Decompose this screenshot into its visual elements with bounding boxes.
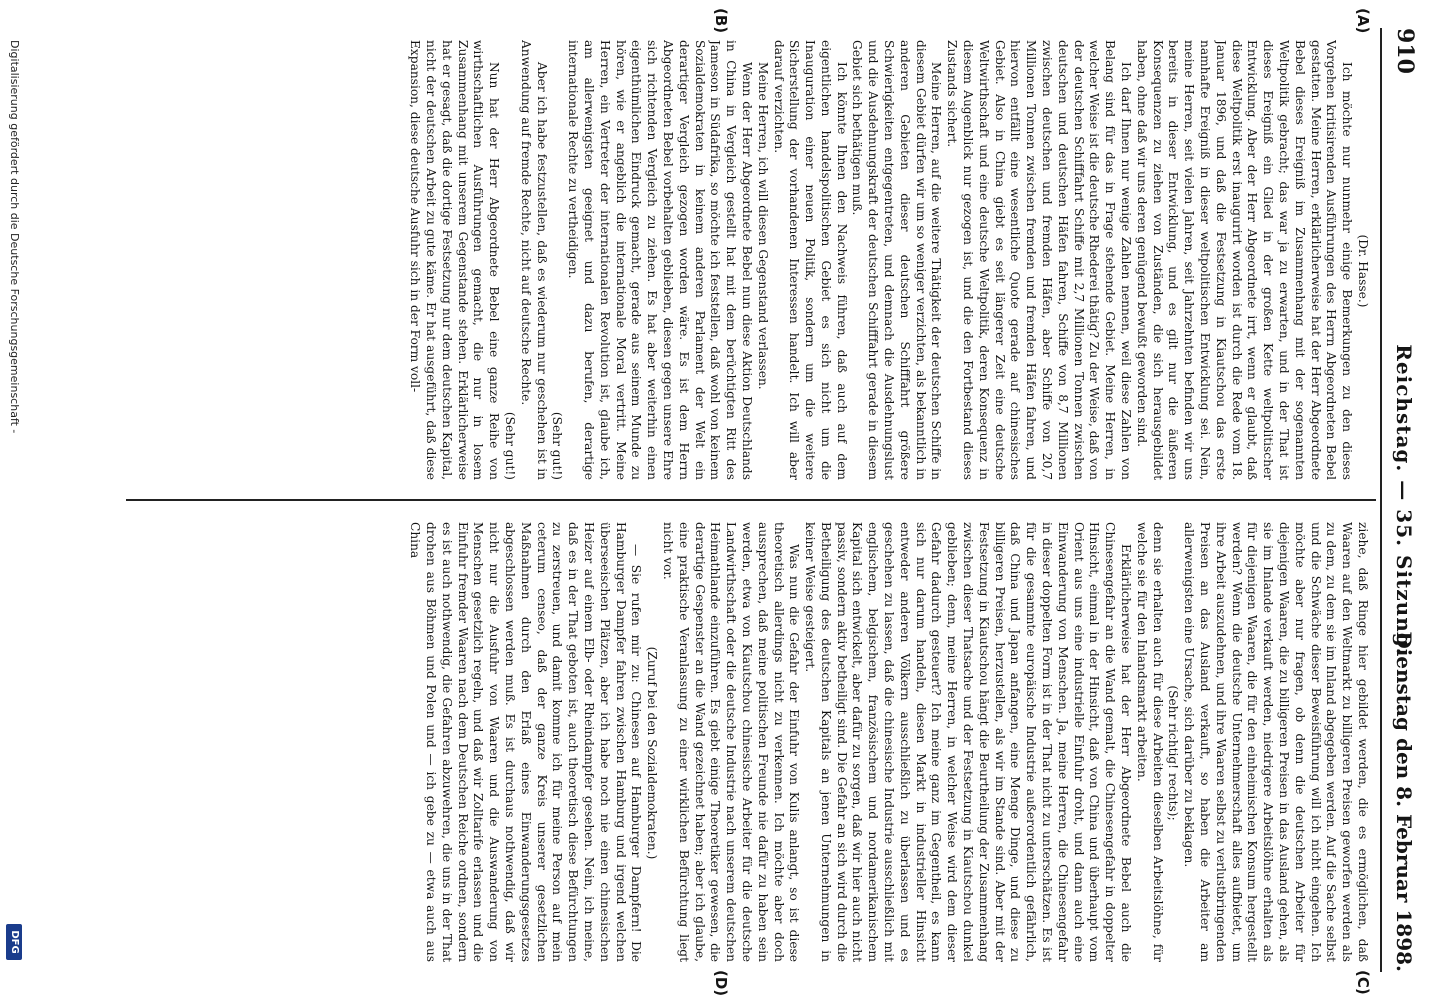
interjection: (Sehr gut!) [550,411,565,480]
paragraph: Erklärlicherweise hat der Herr Abgeordnete Bebel auch die Chinesengefahr an die Wand gemalt, die Chinesengefahr in doppelter Hinsicht, einmal in der Hinsicht, daß von China und überhaupt vom Orient aus uns eine industrielle Einfuhr droht, und dann auch eine Einwanderung von Menschen. Ja, meine Herren, die Chinesengefahr in dieser doppelten Form ist in der That nicht zu unterschätzen. Es ist für die gesammte europäische Industrie außerordentlich gefährlich, daß China und Japan anfangen, eine Menge Dinge, und diese zu billigeren Preisen, herzustellen, als wir im Stande sind. Aber mit der Festsetzung in Kiautschou hängt die Beurtheilung der Zusammenhang zwischen dieser Thatsache und der Festsetzung in Kiautschou dunkel geblieben; denn, meine Herren, in welcher Weise wird dem dieser Gefahr dadurch gesteuert? Ich meine ganz im Gegentheil, es kann sich nur darum handeln, diesen Markt in industrieller Hinsicht entweder anderen Völkern ausschließlich zu überlassen und es geschehen zu lassen, daß die chinesische Industrie ausschließlich mit englischem, belgischem, französischem und nordamerikanischem Kapital sich entwickelt, aber dafür zu sorgen, daß wir hier auch nicht passiv, sondern aktiv betheiligt sind. Die Gefahr an sich wird durch die Betheiligung des deutschen Kapitals an jenen Unternehmungen in keiner Weise gesteigert. [803,522,1134,962]
paragraph: Ich möchte nur nunmehr einige Bemerkungen zu den dieses Vorgehen kritisirenden Ausführungen des Herrn Abgeordneten Bebel gestatten. Meine Herren, erklärlicherweise hat der Herr Abgeordnete Bebel dieses Ereigniß im Zusammenhang mit der sogenannten Weltpolitik gebracht; das war ja zu erwarten, und in der That ist dieses Ereigniß ein Glied in der großen Kette weltpolitischer Entwicklung. Aber der Herr Abgeordnete irrt, wenn er glaubt, daß diese Weltpolitik erst inaugurirt worden ist durch die Rede vom 18. Januar 1896, und daß die Festsetzung in Kiautschou das erste namhafte Ereigniß in dieser weltpolitischen Entwicklung sei. Nein, meine Herren, seit vielen Jahren, seit Jahrzehnten befinden wir uns bereits in dieser Entwicklung, und es gilt nur die äußeren Konsequenzen zu ziehen von Zuständen, die sich herausgebildet haben, ohne daß wir uns deren genügend bewußt geworden sind. [1134,40,1355,480]
paragraph: Ich könnte Ihnen den Nachweis führen, daß auch auf dem eigentlichen handelspolitischen Gebiet es sich nicht um die Inauguration einer neuen Politik, sondern um die weitere Sicherstellung der vorhandenen Interessen handelt. Ich will aber darauf verzichten. [771,40,849,480]
paragraph: Meine Herren, auf die weitere Thätigkeit der deutschen Schiffe in diesem Gebiet dürfen wir um so weniger verzichten, als bekanntlich in anderen Gebieten dieser deutschen Schifffahrt größere Schwierigkeiten entgegentreten, und demnach die Ausdehnungslust und die Ausdehnungskraft der deutschen Schifffahrt gerade in diesem Gebiet sich bethätigen muß. [850,40,944,480]
page-footer [4,40,22,960]
page-number: 910 [1392,28,1418,74]
interjection: (Zuruf bei den Sozialdemokraten.) [645,646,660,860]
left-column [140,40,1370,480]
margin-mark-d: (D) [712,970,730,997]
interjection: (Sehr gut!) [502,411,517,480]
paragraph: — Sie rufen mir zu: Chinesen auf Hamburger Dampfern! Die Hamburger Dampfer fahren zwischen Hamburg und irgend welchen überseeischen Plätzen, aber ich habe noch nie einen chinesischen Heizer auf einem Elb- oder Rheindampfer gesehen. Nein, ich meine, daß es in der That geboten ist, auch theoretisch diese Befürchtungen zu zerstreuen, und damit komme ich für meine Person auf mein ceterum censeo, daß der ganze Kreis unserer gesetzlichen Maßnahmen durch den Erlaß eines Einwanderungsgesetzes abgeschlossen werden muß. Es ist durchaus nothwendig, daß wir nicht nur die Ausfuhr von Waaren und die Auswanderung von Menschen gesetzlich regeln, und daß wir Zolltarife erlassen und die Einfuhr fremder Waaren nach dem Deutschen Reiche ordnen, sondern es ist auch nothwendig, die Gefahren abzuwehren, die uns in der That drohen aus Böhmen und Polen und — ich gebe zu — etwa auch aus China [408,522,644,962]
running-head: Reichstag. — 35. Sitzung. [1392,344,1416,656]
paragraph: Nun hat der Herr Abgeordnete Bebel eine ganze Reihe von wirthschaftlichen Ausführungen gemacht, die nur in losem Zusammenhang mit unserem Gegenstande stehen. Erklärlicherweise hat er gesagt, daß die dortige Festsetzung nur dem deutschen Kapital, nicht der deutschen Arbeit zu gute käme. Er hat ausgeführt, daß diese Expansion, diese deutsche Ausfuhr sich in der Form voll- [408,40,502,480]
digitization-credit: Digitalisierung gefördert durch die Deutsche Forschungsgemeinschaft - [8,40,21,434]
paragraph: Was nun die Gefahr der Einfuhr von Kulis anlangt, so ist diese theoretisch allerdings nicht zu verkennen. Ich möchte aber doch aussprechen, daß meine politischen Freunde nie dafür zu haben sein werden, etwa von Kiautschou chinesische Arbeiter für die deutsche Landwirthschaft oder die deutsche Industrie nach unserem deutschen Heimathlande einzuführen. Es giebt einige Theoretiker gewesen, die derartige Gespenster an die Wand gezeichnet haben; aber ich glaube, eine praktische Veranlassung zu einer wirklichen Befürchtung liegt nicht vor. [660,522,802,962]
page-header [1384,28,1418,972]
paragraph: ziehe, daß Ringe hier gebildet werden, die es ermöglichen, daß Waaren auf den Weltmarkt zu billigeren Preisen geworfen werden als zu dem, zu dem sie im Inland abgegeben werden. Auf die Sache selbst und die Schwäche dieser Beweisführung will ich nicht eingehen. Ich möchte aber nur fragen, ob denn die deutschen Arbeiter für diejenigen Waaren, die zu billigeren Preisen in das Ausland gehen, als sie im Inlande verkauft werden, niedrigere Arbeitslöhne erhalten als für diejenigen Waaren, die für den einheimischen Konsum hergestellt werden? Wenn die deutsche Unternehmerschaft alles aufbietet, um ihre Arbeit auszudehnen, und ihre Waaren selbst zu verlustbringenden Preisen an das Ausland verkauft, so haben die Arbeiter am allerwenigsten eine Ursache, sich darüber zu beklagen. [1182,522,1370,962]
right-column [140,522,1370,962]
paragraph: denn sie erhalten auch für diese Arbeiten dieselben Arbeitslöhne, für welche sie für den Inlandsmarkt arbeiten. [1134,522,1165,962]
margin-mark-a: (A) [1354,8,1372,34]
margin-mark-b: (B) [712,8,730,34]
paragraph: Aber ich habe festzustellen, daß es wiederum nur geschehen ist in Anwendung auf fremde Rechte, nicht auf deutsche Rechte. [518,40,549,480]
dfg-logo: DFG [6,924,22,960]
paragraph: Ich darf Ihnen nur wenige Zahlen nennen, weil diese Zahlen von Belang sind für das in Frage stehende Gebiet. Meine Herren, in welcher Weise ist die deutsche Rhederei thätig? Zu der Weise, daß von der deutschen Schifffahrt Schiffe mit 2,7 Millionen Tonnen zwischen deutschen und deutschen Häfen fahren, Schiffe von 8,7 Millionen zwischen deutschen und fremden Häfen, aber Schiffe von 20,7 Millionen Tonnen zwischen fremden und fremden Häfen fahren, und hiervon entfällt eine wesentliche Quote gerade auf chinesisches Gebiet. Also in China giebt es seit längerer Zeit eine deutsche Weltwirthschaft und eine deutsche Weltpolitik, deren Konsequenz in diesem Augenblick nur gezogen ist, und die den Fortbestand dieses Zustands sichert. [945,40,1134,480]
session-date: Dienstag den 8. Februar 1898. [1392,631,1416,972]
column-divider [126,499,1376,501]
margin-mark-c: (C) [1354,970,1372,995]
header-rule [1380,28,1382,972]
speaker-label: (Dr. Hasse.) [1356,234,1370,308]
paragraph: Wenn der Herr Abgeordnete Bebel nun diese Aktion Deutschlands in China in Vergleich gestellt hat mit dem berüchtigten Ritt des Jameson in Südafrika, so möchte ich feststellen, daß wohl von keinem Sozialdemokraten in keinem anderen Parlament der Welt ein derartiger Vergleich gezogen worden wäre. Es ist dem Herrn Abgeordneten Bebel vorbehalten geblieben, diesen gegen unsere Ehre sich richtenden Vergleich zu ziehen. Es hat aber weiterhin einen eigenthümlichen Eindruck gemacht, gerade aus seinem Munde zu hören, wie er angeblich die internationale Moral vertritt. Meine Herren, ein Vertreter der internationalen Revolution ist, glaube ich, am allerwenigsten geeignet und dazu berufen, derartige internationale Rechte zu vertheidigen. [566,40,754,480]
paragraph: Meine Herren, ich will diesen Gegenstand verlassen. [755,62,770,390]
interjection: (Sehr richtig! rechts); [1166,685,1181,821]
